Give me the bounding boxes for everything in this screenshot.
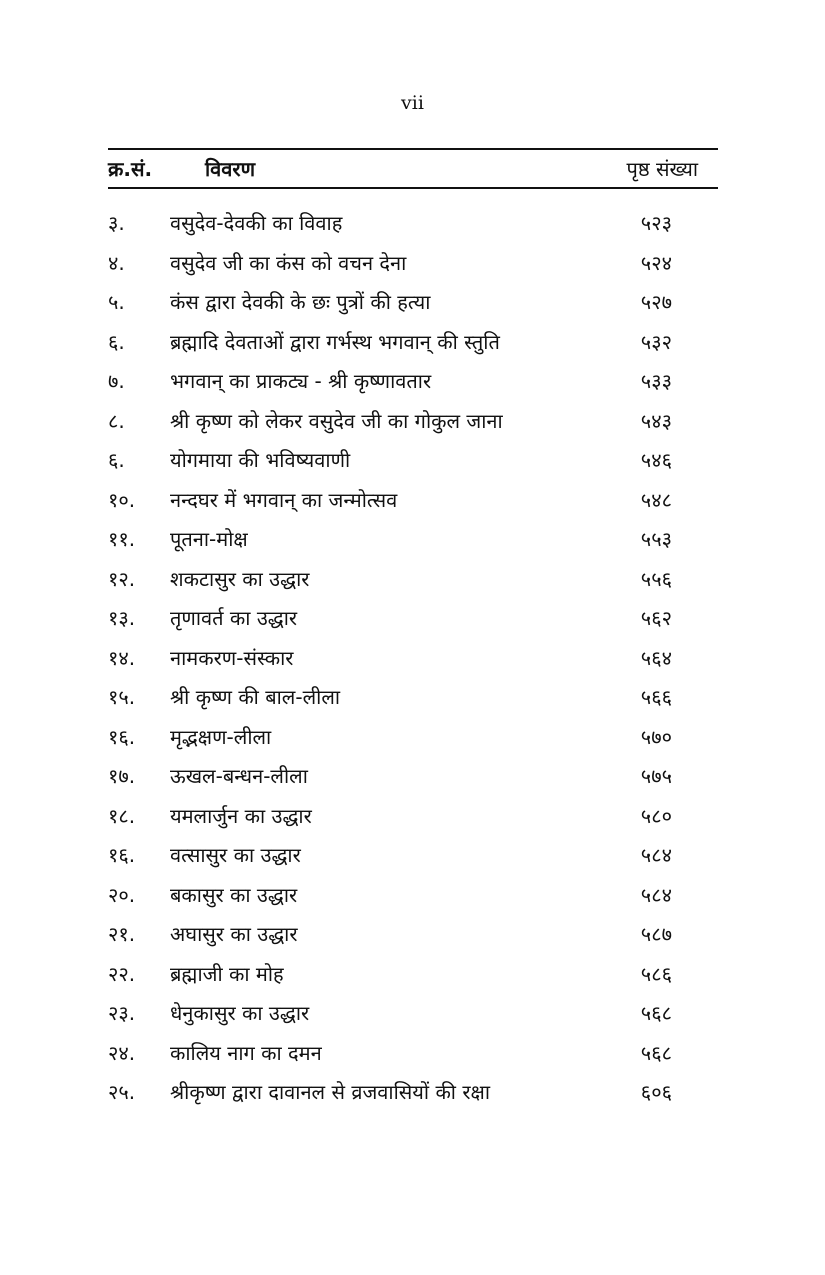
toc-row <box>0 441 825 481</box>
toc-row <box>0 402 825 442</box>
toc-entry-number: ७. <box>108 369 125 393</box>
header-description-label: विवरण <box>205 157 256 181</box>
toc-entry-page: ५५६ <box>640 566 672 591</box>
table-of-contents <box>0 204 825 1113</box>
toc-entry-number: २४. <box>108 1040 136 1065</box>
table-header <box>0 153 825 185</box>
toc-entry-number: ६. <box>108 448 125 472</box>
toc-entry-title: श्रीकृष्ण द्वारा दावानल से व्रजवासियों की रक्षा <box>170 1080 491 1104</box>
toc-entry-title: मृद्भक्षण-लीला <box>170 724 272 749</box>
toc-entry-number: १६. <box>108 843 136 867</box>
toc-entry-page: ५६४ <box>640 645 672 670</box>
toc-row <box>0 520 825 560</box>
toc-entry-title: यमलार्जुन का उद्धार <box>170 803 312 828</box>
toc-entry-number: १२. <box>108 566 136 591</box>
toc-entry-page: ५८४ <box>640 882 672 907</box>
toc-row <box>0 718 825 758</box>
toc-entry-number: २३. <box>108 1001 136 1025</box>
toc-entry-title: भगवान् का प्राकट्य - श्री कृष्णावतार <box>170 369 432 393</box>
toc-entry-page: ६०६ <box>640 1080 672 1104</box>
toc-entry-number: २५. <box>108 1080 136 1104</box>
toc-entry-page: ५७५ <box>640 764 672 788</box>
toc-row <box>0 283 825 323</box>
toc-entry-title: नामकरण-संस्कार <box>170 645 294 670</box>
toc-entry-title: अघासुर का उद्धार <box>170 922 298 946</box>
toc-entry-page: ५८७ <box>640 922 672 946</box>
toc-entry-title: धेनुकासुर का उद्धार <box>170 1001 310 1025</box>
toc-entry-title: पूतना-मोक्ष <box>170 527 248 551</box>
toc-entry-number: १७. <box>108 764 136 788</box>
toc-entry-number: १३. <box>108 606 136 630</box>
toc-entry-number: १४. <box>108 645 136 670</box>
toc-entry-title: वसुदेव-देवकी का विवाह <box>170 211 343 235</box>
toc-entry-title: शकटासुर का उद्धार <box>170 566 310 591</box>
toc-entry-page: ५४३ <box>640 408 672 433</box>
toc-entry-page: ५८६ <box>640 961 672 986</box>
toc-row <box>0 1073 825 1113</box>
toc-entry-page: ५६२ <box>640 606 672 630</box>
toc-row <box>0 836 825 876</box>
toc-entry-title: वत्सासुर का उद्धार <box>170 843 301 867</box>
toc-row <box>0 323 825 363</box>
toc-entry-page: ५५३ <box>640 527 672 551</box>
toc-row <box>0 994 825 1034</box>
toc-entry-title: ब्रह्मादि देवताओं द्वारा गर्भस्थ भगवान् की स्तुति <box>170 329 500 354</box>
toc-entry-title: श्री कृष्ण की बाल-लीला <box>170 685 341 709</box>
toc-entry-page: ५६६ <box>640 685 672 709</box>
toc-row <box>0 204 825 244</box>
toc-row <box>0 757 825 797</box>
toc-entry-page: ५६८ <box>640 1040 672 1065</box>
header-bottom-rule <box>108 187 718 189</box>
toc-entry-number: ५. <box>108 290 125 314</box>
toc-entry-number: १६. <box>108 724 136 749</box>
toc-entry-page: ५३२ <box>640 329 672 354</box>
toc-entry-number: १८. <box>108 803 136 828</box>
toc-entry-title: नन्दघर में भगवान् का जन्मोत्सव <box>170 487 398 512</box>
toc-entry-page: ५७० <box>640 724 672 749</box>
toc-entry-title: योगमाया की भविष्यवाणी <box>170 448 351 472</box>
toc-row <box>0 678 825 718</box>
toc-entry-number: ४. <box>108 250 125 275</box>
toc-entry-title: तृणावर्त का उद्धार <box>170 606 298 630</box>
toc-entry-page: ५६८ <box>640 1001 672 1025</box>
toc-entry-title: बकासुर का उद्धार <box>170 882 298 907</box>
toc-entry-number: ६. <box>108 329 125 354</box>
toc-entry-page: ५८४ <box>640 843 672 867</box>
toc-row <box>0 1034 825 1074</box>
toc-entry-number: ११. <box>108 527 136 551</box>
toc-entry-number: २१. <box>108 922 136 946</box>
header-page-label: पृष्ठ संख्या <box>626 157 698 181</box>
toc-entry-page: ५४६ <box>640 448 672 472</box>
toc-entry-page: ५४८ <box>640 487 672 512</box>
toc-row <box>0 560 825 600</box>
toc-entry-title: कालिय नाग का दमन <box>170 1040 322 1065</box>
toc-row <box>0 797 825 837</box>
toc-entry-title: कंस द्वारा देवकी के छः पुत्रों की हत्या <box>170 290 431 314</box>
toc-entry-title: वसुदेव जी का कंस को वचन देना <box>170 250 407 275</box>
toc-entry-page: ५८० <box>640 803 672 828</box>
toc-entry-title: ब्रह्माजी का मोह <box>170 961 284 986</box>
page-number: vii <box>401 92 424 114</box>
toc-row <box>0 362 825 402</box>
toc-entry-number: ३. <box>108 211 125 235</box>
toc-row <box>0 481 825 521</box>
toc-row <box>0 955 825 995</box>
toc-entry-title: श्री कृष्ण को लेकर वसुदेव जी का गोकुल जाना <box>170 408 503 433</box>
header-top-rule <box>108 148 718 150</box>
toc-entry-page: ५२४ <box>640 250 672 275</box>
toc-row <box>0 639 825 679</box>
toc-entry-number: २२. <box>108 961 136 986</box>
toc-entry-number: १५. <box>108 685 136 709</box>
toc-entry-title: ऊखल-बन्धन-लीला <box>170 764 308 788</box>
toc-entry-number: १०. <box>108 487 136 512</box>
toc-row <box>0 244 825 284</box>
toc-row <box>0 915 825 955</box>
toc-entry-page: ५२३ <box>640 211 672 235</box>
header-serial-label: क्र.सं. <box>108 157 153 181</box>
toc-entry-number: २०. <box>108 882 136 907</box>
toc-row <box>0 599 825 639</box>
toc-entry-page: ५३३ <box>640 369 672 393</box>
toc-entry-page: ५२७ <box>640 290 672 314</box>
toc-entry-number: ८. <box>108 408 125 433</box>
toc-row <box>0 876 825 916</box>
